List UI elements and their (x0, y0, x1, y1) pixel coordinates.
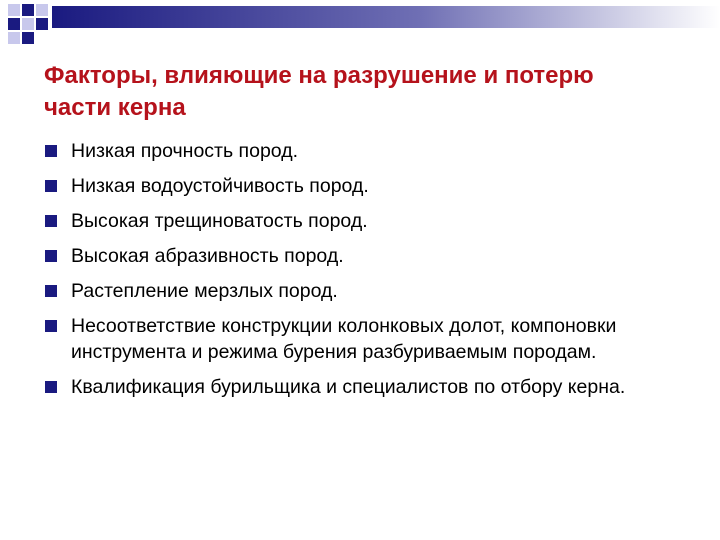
header-gradient-strip (52, 6, 720, 28)
decor-square (8, 32, 20, 44)
bullet-item (44, 173, 694, 199)
bullet-text: Квалификация бурильщика и специалистов по отбору керна. (71, 376, 626, 398)
decor-square (8, 18, 20, 30)
decor-square (8, 4, 20, 16)
bullet-list (44, 138, 694, 409)
bullet-text: Растепление мерзлых пород. (71, 280, 338, 302)
square-bullet-icon (45, 381, 57, 393)
bullet-text: Высокая трещиноватость пород. (71, 210, 368, 232)
bullet-item (44, 243, 694, 269)
bullet-item (44, 208, 694, 234)
decor-square (22, 18, 34, 30)
square-bullet-icon (45, 215, 57, 227)
bullet-text: Высокая абразивность пород. (71, 245, 344, 267)
bullet-text: Низкая прочность пород. (71, 140, 299, 162)
decor-square (36, 18, 48, 30)
square-bullet-icon (45, 180, 57, 192)
bullet-item (44, 374, 694, 400)
decor-square (22, 4, 34, 16)
bullet-text: Несоответствие конструкции колонковых долот, компоновки инструмента и режима бурения разбуриваемым породам. (71, 315, 617, 363)
slide-title: Факторы, влияющие на разрушение и потерю части керна (44, 62, 594, 121)
decor-square (22, 32, 34, 44)
decorative-header-bar (0, 0, 720, 46)
square-bullet-icon (45, 250, 57, 262)
square-bullet-icon (45, 320, 57, 332)
bullet-text: Низкая водоустойчивость пород. (71, 175, 369, 197)
square-bullet-icon (45, 285, 57, 297)
bullet-item (44, 313, 694, 365)
bullet-item (44, 138, 694, 164)
bullet-item (44, 278, 694, 304)
square-bullet-icon (45, 145, 57, 157)
decor-square (36, 4, 48, 16)
